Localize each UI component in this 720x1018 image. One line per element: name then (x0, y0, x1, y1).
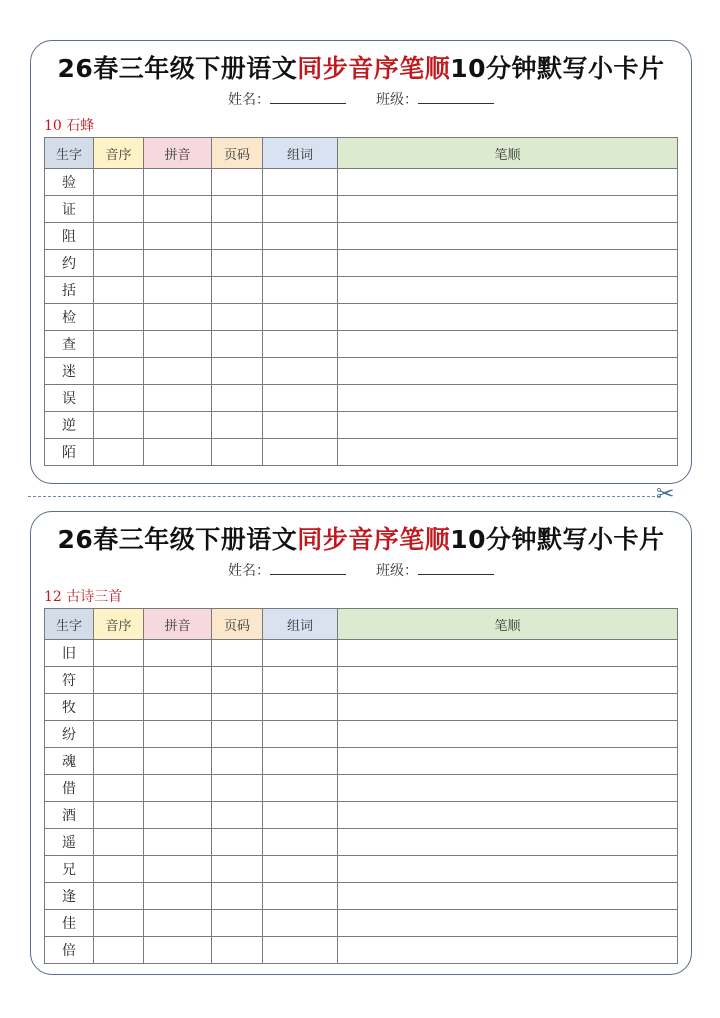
answer-cell[interactable] (212, 910, 263, 937)
answer-cell[interactable] (94, 910, 144, 937)
character-cell: 牧 (45, 694, 94, 721)
answer-cell[interactable] (144, 910, 212, 937)
character-cell: 佳 (45, 910, 94, 937)
answer-cell[interactable] (212, 883, 263, 910)
answer-cell[interactable] (338, 358, 678, 385)
table-row (45, 439, 678, 466)
answer-cell[interactable] (263, 856, 338, 883)
table-row (45, 856, 678, 883)
answer-cell[interactable] (94, 748, 144, 775)
character-cell: 符 (45, 667, 94, 694)
answer-cell[interactable] (94, 937, 144, 964)
answer-cell[interactable] (212, 748, 263, 775)
answer-cell[interactable] (94, 439, 144, 466)
answer-cell[interactable] (338, 883, 678, 910)
class-label: 班级： (376, 563, 418, 579)
answer-cell[interactable] (338, 331, 678, 358)
answer-cell[interactable] (94, 883, 144, 910)
answer-cell[interactable] (263, 196, 338, 223)
answer-cell[interactable] (212, 358, 263, 385)
answer-cell[interactable] (144, 169, 212, 196)
answer-cell[interactable] (212, 694, 263, 721)
character-cell: 魂 (45, 748, 94, 775)
column-header: 笔顺 (338, 609, 678, 640)
column-header: 拼音 (144, 609, 212, 640)
answer-cell[interactable] (94, 802, 144, 829)
answer-cell[interactable] (144, 721, 212, 748)
title-prefix: 26春三年级下册语文 (57, 54, 298, 83)
answer-cell[interactable] (212, 937, 263, 964)
answer-cell[interactable] (144, 883, 212, 910)
character-cell: 兄 (45, 856, 94, 883)
table-row (45, 223, 678, 250)
character-cell: 检 (45, 304, 94, 331)
name-blank[interactable] (270, 562, 346, 575)
character-cell: 误 (45, 385, 94, 412)
title-prefix: 26春三年级下册语文 (57, 525, 298, 554)
character-cell: 逢 (45, 883, 94, 910)
answer-cell[interactable] (94, 640, 144, 667)
answer-cell[interactable] (338, 910, 678, 937)
answer-cell[interactable] (263, 304, 338, 331)
answer-cell[interactable] (144, 331, 212, 358)
answer-cell[interactable] (94, 667, 144, 694)
answer-cell[interactable] (338, 250, 678, 277)
answer-cell[interactable] (338, 667, 678, 694)
answer-cell[interactable] (212, 385, 263, 412)
answer-cell[interactable] (94, 358, 144, 385)
character-cell: 阻 (45, 223, 94, 250)
answer-cell[interactable] (94, 196, 144, 223)
answer-cell[interactable] (338, 640, 678, 667)
character-cell: 酒 (45, 802, 94, 829)
column-header: 页码 (212, 609, 263, 640)
class-blank[interactable] (418, 91, 494, 104)
table-row (45, 775, 678, 802)
answer-cell[interactable] (212, 223, 263, 250)
title-highlight: 同步音序笔顺 (297, 54, 451, 83)
answer-cell[interactable] (263, 277, 338, 304)
answer-cell[interactable] (144, 412, 212, 439)
answer-cell[interactable] (338, 829, 678, 856)
answer-cell[interactable] (144, 277, 212, 304)
dictation-card-1 (30, 40, 692, 484)
answer-cell[interactable] (94, 331, 144, 358)
answer-cell[interactable] (338, 196, 678, 223)
class-label: 班级： (376, 92, 418, 108)
character-cell: 遥 (45, 829, 94, 856)
answer-cell[interactable] (212, 802, 263, 829)
answer-cell[interactable] (338, 721, 678, 748)
character-cell: 倍 (45, 937, 94, 964)
answer-cell[interactable] (212, 667, 263, 694)
table-row (45, 883, 678, 910)
answer-cell[interactable] (263, 721, 338, 748)
table-row (45, 412, 678, 439)
character-cell: 查 (45, 331, 94, 358)
answer-cell[interactable] (144, 829, 212, 856)
table-row (45, 196, 678, 223)
table-row (45, 748, 678, 775)
answer-cell[interactable] (263, 937, 338, 964)
answer-cell[interactable] (144, 748, 212, 775)
answer-cell[interactable] (144, 358, 212, 385)
character-cell: 旧 (45, 640, 94, 667)
column-header: 组词 (263, 609, 338, 640)
table-body (45, 169, 678, 466)
table-header-row (45, 138, 678, 169)
card-title (31, 520, 691, 556)
dictation-table (44, 608, 678, 964)
answer-cell[interactable] (212, 169, 263, 196)
answer-cell[interactable] (263, 775, 338, 802)
answer-cell[interactable] (338, 223, 678, 250)
answer-cell[interactable] (94, 304, 144, 331)
table-row (45, 250, 678, 277)
column-header: 生字 (45, 138, 94, 169)
name-label: 姓名： (228, 92, 270, 108)
answer-cell[interactable] (263, 802, 338, 829)
answer-cell[interactable] (212, 775, 263, 802)
answer-cell[interactable] (144, 937, 212, 964)
answer-cell[interactable] (338, 412, 678, 439)
answer-cell[interactable] (144, 196, 212, 223)
answer-cell[interactable] (144, 856, 212, 883)
column-header: 页码 (212, 138, 263, 169)
answer-cell[interactable] (94, 223, 144, 250)
table-row (45, 640, 678, 667)
lesson-title: 12 古诗三首 (44, 589, 123, 605)
answer-cell[interactable] (144, 802, 212, 829)
character-cell: 括 (45, 277, 94, 304)
table-row (45, 304, 678, 331)
answer-cell[interactable] (212, 439, 263, 466)
table-row (45, 694, 678, 721)
answer-cell[interactable] (94, 250, 144, 277)
scissors-icon: ✂ (656, 482, 675, 507)
answer-cell[interactable] (144, 439, 212, 466)
answer-cell[interactable] (338, 937, 678, 964)
table-row (45, 829, 678, 856)
answer-cell[interactable] (212, 304, 263, 331)
answer-cell[interactable] (94, 721, 144, 748)
answer-cell[interactable] (263, 910, 338, 937)
name-blank[interactable] (270, 91, 346, 104)
answer-cell[interactable] (263, 667, 338, 694)
answer-cell[interactable] (338, 169, 678, 196)
character-cell: 陌 (45, 439, 94, 466)
answer-cell[interactable] (263, 883, 338, 910)
answer-cell[interactable] (263, 439, 338, 466)
answer-cell[interactable] (263, 748, 338, 775)
column-header: 生字 (45, 609, 94, 640)
answer-cell[interactable] (212, 277, 263, 304)
table-row (45, 667, 678, 694)
student-info (31, 89, 691, 109)
answer-cell[interactable] (212, 196, 263, 223)
answer-cell[interactable] (144, 385, 212, 412)
column-header: 笔顺 (338, 138, 678, 169)
dictation-card-2 (30, 511, 692, 975)
table-row (45, 721, 678, 748)
lesson-title: 10 石蜂 (44, 118, 95, 134)
table-header-row (45, 609, 678, 640)
column-header: 拼音 (144, 138, 212, 169)
answer-cell[interactable] (263, 385, 338, 412)
table-row (45, 385, 678, 412)
character-cell: 证 (45, 196, 94, 223)
answer-cell[interactable] (144, 640, 212, 667)
answer-cell[interactable] (338, 304, 678, 331)
answer-cell[interactable] (338, 277, 678, 304)
character-cell: 验 (45, 169, 94, 196)
answer-cell[interactable] (94, 412, 144, 439)
title-suffix: 10分钟默写小卡片 (450, 54, 665, 83)
answer-cell[interactable] (144, 694, 212, 721)
table-row (45, 910, 678, 937)
answer-cell[interactable] (263, 412, 338, 439)
answer-cell[interactable] (338, 694, 678, 721)
answer-cell[interactable] (263, 169, 338, 196)
answer-cell[interactable] (94, 829, 144, 856)
answer-cell[interactable] (338, 775, 678, 802)
answer-cell[interactable] (338, 439, 678, 466)
column-header: 音序 (94, 138, 144, 169)
answer-cell[interactable] (338, 802, 678, 829)
table-row (45, 358, 678, 385)
answer-cell[interactable] (94, 694, 144, 721)
answer-cell[interactable] (212, 250, 263, 277)
answer-cell[interactable] (144, 223, 212, 250)
table-row (45, 937, 678, 964)
answer-cell[interactable] (94, 385, 144, 412)
answer-cell[interactable] (263, 640, 338, 667)
table-row (45, 169, 678, 196)
answer-cell[interactable] (144, 304, 212, 331)
name-label: 姓名： (228, 563, 270, 579)
answer-cell[interactable] (94, 169, 144, 196)
answer-cell[interactable] (263, 694, 338, 721)
answer-cell[interactable] (94, 277, 144, 304)
character-cell: 约 (45, 250, 94, 277)
table-row (45, 277, 678, 304)
table-row (45, 802, 678, 829)
answer-cell[interactable] (144, 775, 212, 802)
answer-cell[interactable] (212, 412, 263, 439)
answer-cell[interactable] (94, 775, 144, 802)
character-cell: 纷 (45, 721, 94, 748)
answer-cell[interactable] (212, 640, 263, 667)
answer-cell[interactable] (212, 856, 263, 883)
answer-cell[interactable] (338, 748, 678, 775)
cut-line (28, 496, 660, 497)
answer-cell[interactable] (212, 331, 263, 358)
dictation-table (44, 137, 678, 466)
character-cell: 迷 (45, 358, 94, 385)
column-header: 音序 (94, 609, 144, 640)
answer-cell[interactable] (212, 721, 263, 748)
class-blank[interactable] (418, 562, 494, 575)
student-info (31, 560, 691, 580)
column-header: 组词 (263, 138, 338, 169)
character-cell: 逆 (45, 412, 94, 439)
answer-cell[interactable] (144, 250, 212, 277)
character-cell: 借 (45, 775, 94, 802)
answer-cell[interactable] (263, 223, 338, 250)
answer-cell[interactable] (94, 856, 144, 883)
table-body (45, 640, 678, 964)
answer-cell[interactable] (212, 829, 263, 856)
answer-cell[interactable] (263, 250, 338, 277)
answer-cell[interactable] (263, 358, 338, 385)
title-suffix: 10分钟默写小卡片 (450, 525, 665, 554)
answer-cell[interactable] (144, 667, 212, 694)
answer-cell[interactable] (263, 331, 338, 358)
answer-cell[interactable] (338, 856, 678, 883)
card-title (31, 49, 691, 85)
answer-cell[interactable] (263, 829, 338, 856)
answer-cell[interactable] (338, 385, 678, 412)
title-highlight: 同步音序笔顺 (297, 525, 451, 554)
table-row (45, 331, 678, 358)
